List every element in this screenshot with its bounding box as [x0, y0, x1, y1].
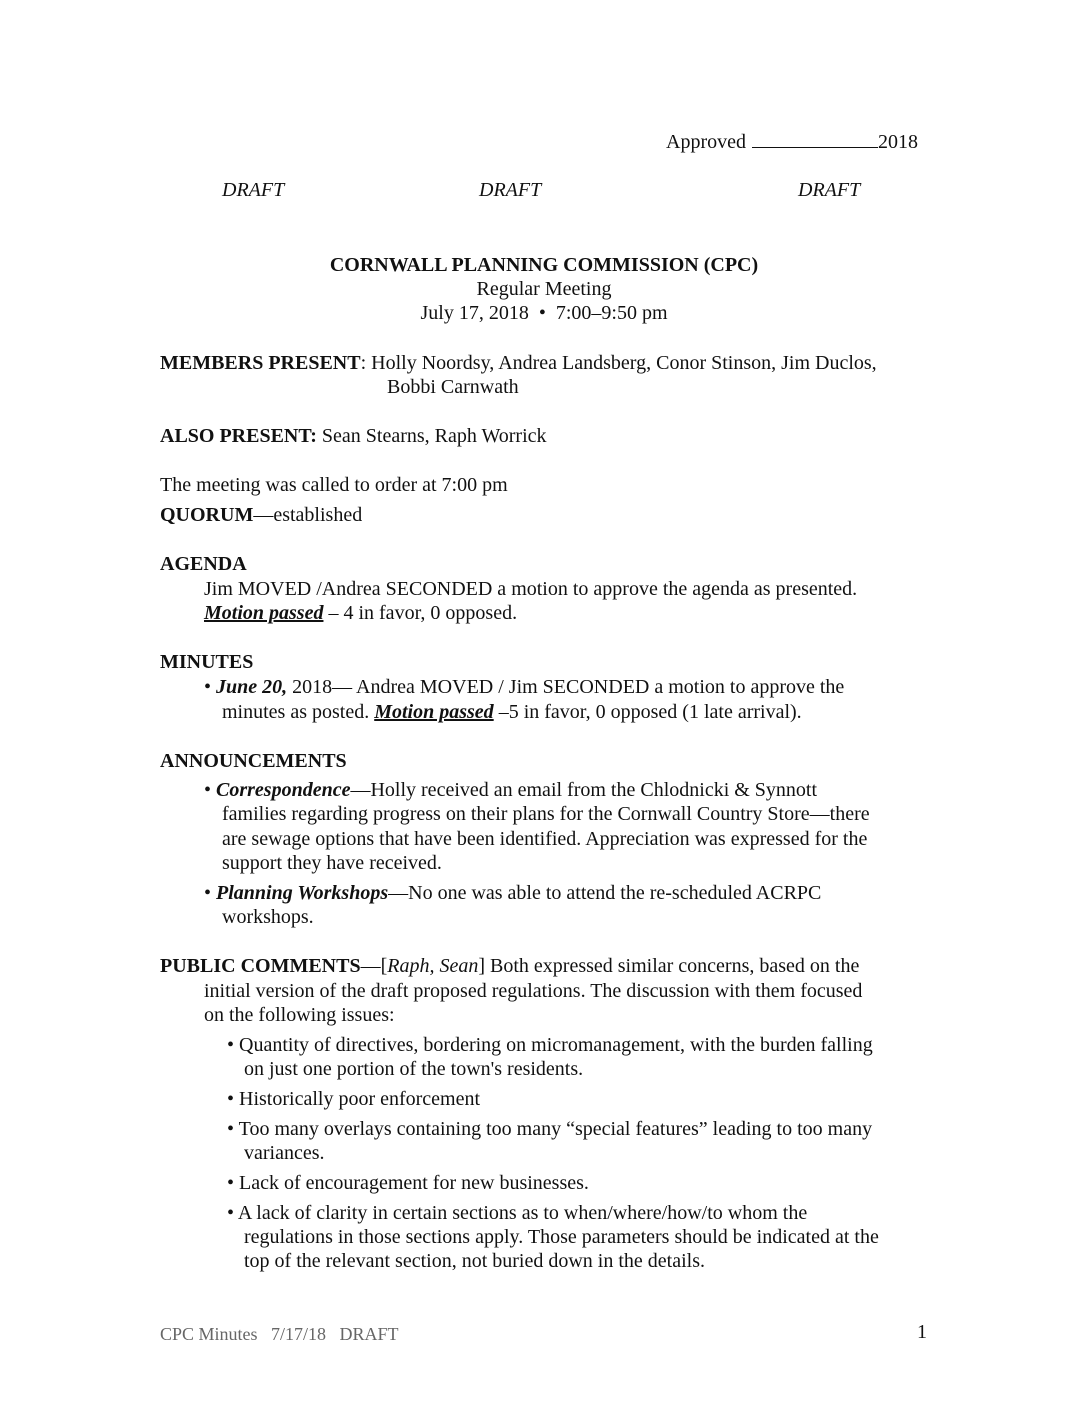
draft-label-center: DRAFT — [479, 179, 542, 201]
issue-1-text-1: Quantity of directives, bordering on micromanagement, with the burden falling — [239, 1034, 873, 1056]
minutes-bullet: • — [204, 676, 212, 698]
workshops-text-1: —No one was able to attend the re-scheduled ACRPC — [388, 882, 822, 904]
workshops-label: Planning Workshops — [216, 882, 389, 904]
meeting-date-time: July 17, 2018 • 7:00–9:50 pm — [420, 302, 668, 324]
call-to-order: The meeting was called to order at 7:00 pm — [160, 474, 508, 496]
issue-5-text-3: top of the relevant section, not buried down in the details. — [244, 1250, 705, 1272]
issue-4-bullet: • — [227, 1172, 235, 1194]
members-names-line1: : Holly Noordsy, Andrea Landsberg, Conor Stinson, Jim Duclos, — [360, 352, 877, 374]
issue-1-text-2: on just one portion of the town's residents. — [244, 1058, 584, 1080]
quorum-label: QUORUM — [160, 504, 254, 526]
issue-1-line1 — [227, 1033, 873, 1057]
minutes-heading: MINUTES — [160, 651, 254, 673]
correspondence-label: Correspondence — [216, 779, 351, 801]
public-comments-text-1: ] Both expressed similar concerns, based on the — [478, 955, 860, 977]
public-comments-text-3: on the following issues: — [204, 1004, 395, 1026]
approved-line — [666, 129, 918, 154]
workshops-line1 — [204, 881, 821, 905]
issue-4-line1 — [227, 1171, 589, 1195]
announcements-heading: ANNOUNCEMENTS — [160, 750, 347, 772]
page-number: 1 — [917, 1321, 927, 1343]
correspondence-text-3: are sewage options that have been identified. Appreciation was expressed for the — [222, 828, 868, 850]
issue-5-bullet: • — [227, 1202, 235, 1224]
issue-5-text-2: regulations in those sections apply. Those parameters should be indicated at the — [244, 1226, 879, 1248]
public-comments-dash: —[ — [360, 955, 388, 977]
members-present-label: MEMBERS PRESENT — [160, 352, 361, 374]
issue-2-line1 — [227, 1087, 480, 1111]
minutes-line2-start: minutes as posted. — [222, 701, 375, 723]
issue-3-text-2: variances. — [244, 1142, 325, 1164]
also-present-names: Sean Stearns, Raph Worrick — [316, 425, 547, 447]
meeting-type: Regular Meeting — [476, 278, 612, 300]
workshops-text-2: workshops. — [222, 906, 314, 928]
correspondence-text-4: support they have received. — [222, 852, 442, 874]
issue-4-text-1: Lack of encouragement for new businesses. — [239, 1172, 589, 1194]
agenda-heading: AGENDA — [160, 553, 247, 575]
minutes-line1-rest: 2018— Andrea MOVED / Jim SECONDED a motion to approve the — [287, 676, 845, 698]
draft-label-left: DRAFT — [222, 179, 285, 201]
agenda-result — [204, 601, 517, 625]
public-comments-heading: PUBLIC COMMENTS — [160, 955, 361, 977]
members-present — [160, 351, 877, 375]
also-present — [160, 424, 547, 448]
issue-3-line1 — [227, 1117, 872, 1141]
correspondence-line1 — [204, 778, 817, 802]
public-comments-names: Raph, Sean — [387, 955, 479, 977]
minutes-motion-passed: Motion passed — [374, 701, 494, 723]
issue-5-line1 — [227, 1201, 807, 1225]
issue-3-text-1: Too many overlays containing too many “special features” leading to too many — [238, 1118, 873, 1140]
minutes-item-line1 — [204, 675, 844, 699]
issue-2-text-1: Historically poor enforcement — [239, 1088, 481, 1110]
minutes-vote: –5 in favor, 0 opposed (1 late arrival). — [493, 701, 802, 723]
quorum — [160, 503, 362, 527]
issue-3-bullet: • — [227, 1118, 235, 1140]
document-title: CORNWALL PLANNING COMMISSION (CPC) — [329, 254, 759, 276]
members-names-line2: Bobbi Carnwath — [387, 376, 519, 398]
agenda-motion-passed: Motion passed — [204, 602, 324, 624]
agenda-motion-text: Jim MOVED /Andrea SECONDED a motion to approve the agenda as presented. — [204, 578, 858, 600]
agenda-vote: – 4 in favor, 0 opposed. — [323, 602, 518, 624]
quorum-text: —established — [253, 504, 363, 526]
issue-1-bullet: • — [227, 1034, 235, 1056]
approved-year: 2018 — [877, 131, 918, 153]
draft-label-right: DRAFT — [798, 179, 861, 201]
minutes-item-line2 — [222, 700, 802, 724]
correspondence-text-1: —Holly received an email from the Chlodnicki & Synnott — [350, 779, 818, 801]
public-comments-text-2: initial version of the draft proposed regulations. The discussion with them focused — [204, 980, 863, 1002]
issue-5-text-1: A lack of clarity in certain sections as to when/where/how/to whom the — [237, 1202, 808, 1224]
correspondence-bullet: • — [204, 779, 212, 801]
approved-date-blank — [752, 129, 878, 148]
footer-left: CPC Minutes 7/17/18 DRAFT — [160, 1324, 399, 1344]
also-present-label: ALSO PRESENT: — [160, 425, 317, 447]
public-comments-line1 — [160, 954, 859, 978]
correspondence-text-2: families regarding progress on their plans for the Cornwall Country Store—there — [222, 803, 870, 825]
approved-label: Approved — [666, 131, 746, 153]
minutes-date: June 20, — [216, 676, 288, 698]
issue-2-bullet: • — [227, 1088, 235, 1110]
workshops-bullet: • — [204, 882, 212, 904]
